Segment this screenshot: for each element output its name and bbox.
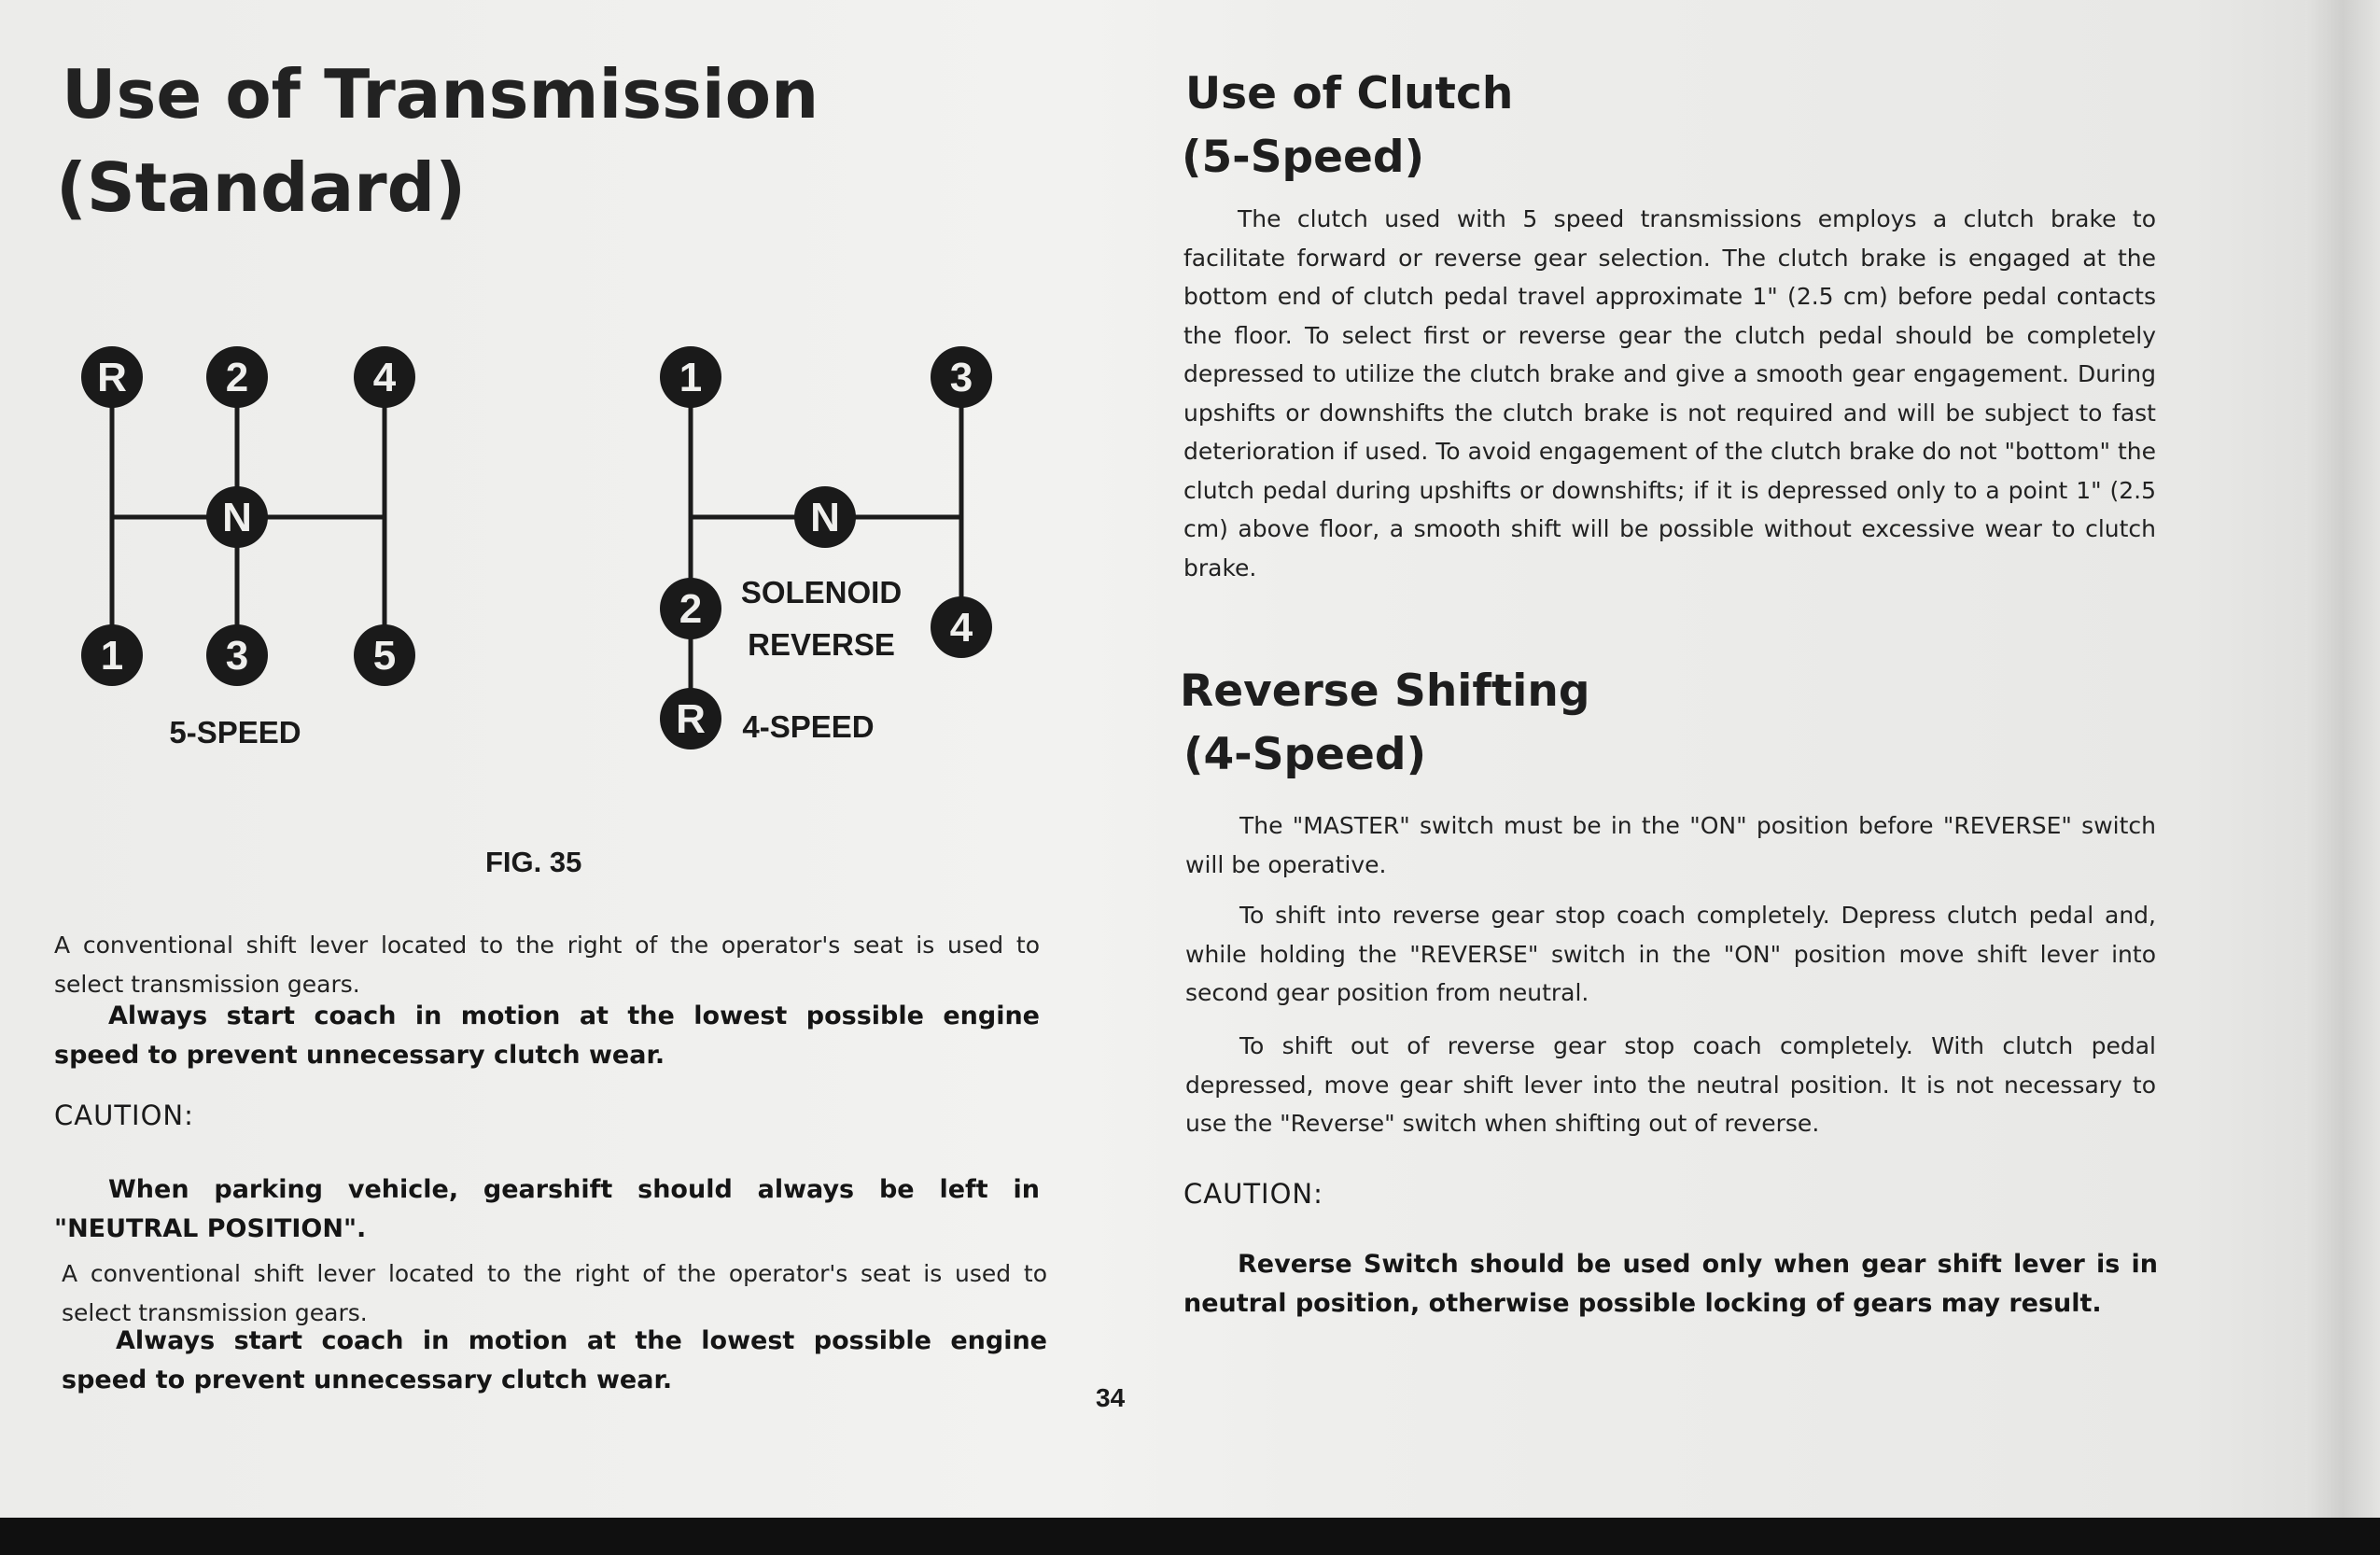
knob-4sp-4 <box>931 596 992 658</box>
knob-4sp-r <box>660 688 721 749</box>
knob-5sp-n <box>206 486 268 548</box>
left-caution-label: CAUTION: <box>54 1100 194 1131</box>
knob-4sp-3 <box>931 346 992 408</box>
left-caution-text: When parking vehicle, gearshift should always be left in "NEUTRAL POSITION". <box>54 1175 1040 1243</box>
five-speed-label: 5-SPEED <box>169 715 301 749</box>
knob-4sp-n <box>794 486 856 548</box>
knob-label: 2 <box>225 355 249 400</box>
left-paragraph-1: A conventional shift lever located to the right of the operator's seat is used to select transmission gears. <box>54 932 1040 998</box>
knob-4sp-1 <box>660 346 721 408</box>
figure-caption: FIG. 35 <box>485 846 582 878</box>
knob-label: N <box>810 495 840 540</box>
knob-label: 4 <box>949 605 973 651</box>
four-speed-label: 4-SPEED <box>742 709 875 744</box>
page-title-line1: Use of Transmission <box>62 55 819 133</box>
knob-label: R <box>676 696 706 742</box>
knob-5sp-2 <box>206 346 268 408</box>
knob-label: 1 <box>100 633 124 679</box>
knob-label: 4 <box>372 355 397 400</box>
reverse-paragraph-3: To shift out of reverse gear stop coach completely. With clutch pedal depressed, move gear shift lever into the neutral position. It is not necessary to use the "Reverse" switch when shifting out of reverse. <box>1185 1032 2156 1137</box>
solenoid-label-line1: SOLENOID <box>740 575 903 609</box>
knob-label: 5 <box>372 633 397 679</box>
right-caution-text: Reverse Switch should be used only when gear shift lever is in neutral position, otherwise possible locking of gears may result. <box>1183 1250 2158 1318</box>
clutch-section-title-line1: Use of Clutch <box>1185 68 1514 119</box>
knob-5sp-5 <box>354 624 415 686</box>
page-gutter <box>2305 0 2380 1518</box>
knob-5sp-1 <box>81 624 143 686</box>
shift-pattern-diagram <box>0 317 1064 803</box>
knob-5sp-r <box>81 346 143 408</box>
left-paragraph-2-bold: Always start coach in motion at the lowest possible engine speed to prevent unnecessary clutch wear. <box>54 1002 1040 1070</box>
knob-4sp-2 <box>660 578 721 639</box>
knob-label: 2 <box>679 586 703 632</box>
page-title-line2: (Standard) <box>56 148 467 227</box>
knob-label: R <box>97 355 127 400</box>
solenoid-label-line2: REVERSE <box>748 627 895 662</box>
reverse-section-title-line1: Reverse Shifting <box>1180 665 1590 717</box>
reverse-paragraph-1: The "MASTER" switch must be in the "ON" position before "REVERSE" switch will be operative. <box>1185 812 2156 878</box>
knob-label: 1 <box>679 355 703 400</box>
reverse-paragraph-2: To shift into reverse gear stop coach completely. Depress clutch pedal and, while holding the "REVERSE" switch in the "ON" position move shift lever into second gear position from neutral. <box>1185 902 2156 1006</box>
clutch-paragraph: The clutch used with 5 speed transmissions employs a clutch brake to facilitate forward or reverse gear selection. The clutch brake is engaged at the bottom end of clutch pedal travel approximate 1" (2.5 cm) before pedal contacts the floor. To select first or reverse gear the clutch pedal should be completely depressed to utilize the clutch brake and give a smooth gear engagement. During upshifts or downshifts the clutch brake is not required and will be subject to fast deterioration if used. To avoid engagement of the clutch brake do not "bottom" the clutch pedal during upshifts or downshifts; if it is depressed only to a point 1" (2.5 cm) above floor, a smooth shift will be possible without excessive wear to clutch brake. <box>1183 205 2156 581</box>
knob-5sp-3 <box>206 624 268 686</box>
reverse-section-title-line2: (4-Speed) <box>1183 729 1427 780</box>
knob-label: 3 <box>949 355 973 400</box>
left-paragraph-4-bold: Always start coach in motion at the lowest possible engine speed to prevent unnecessary clutch wear. <box>62 1326 1047 1394</box>
page-number: 34 <box>1096 1383 1126 1412</box>
knob-5sp-4 <box>354 346 415 408</box>
clutch-section-title-line2: (5-Speed) <box>1182 132 1425 183</box>
left-paragraph-3: A conventional shift lever located to the right of the operator's seat is used to select transmission gears. <box>62 1260 1047 1326</box>
knob-label: N <box>222 495 252 540</box>
right-caution-label: CAUTION: <box>1183 1178 1323 1210</box>
knob-label: 3 <box>225 633 249 679</box>
scan-bottom-edge <box>0 1518 2380 1555</box>
